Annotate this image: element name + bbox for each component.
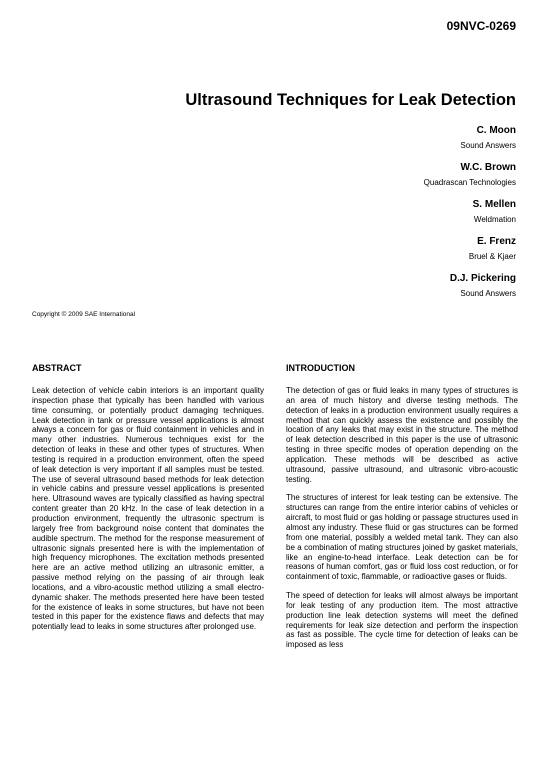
author-affiliation: Weldmation	[473, 215, 516, 224]
abstract-paragraph: Leak detection of vehicle cabin interiors is an important quality inspection phase that typically has been handled with various time consuming, or potentially product damaging techniques. Leak detection in tank or pressure vessel applications is almost always a concern for gas or fluid containment in vehicles and in many other industries. Numerous techniques exist for the detection of leaks in these and other types of structures. When testing is required in a production environment, often the speed of leak detection is very important if all samples must be tested. The use of several ultrasound based methods for leak detection in vehicle cabins and pressure vessel applications is presented here. Ultrasound waves are typically classified as having spectral content greater than 20 kHz. In the case of leak detection in a production environment, frequently the ultrasonic spectrum is largely free from background noise content that dominates the audible spectrum. The method for the response measurement of ultrasonic signals presented here is with the implementation of high frequency microphones. The excitation methods presented here are an active method utilizing an ultrasonic emitter, a passive method relying on the passing of air through leak locations, and a vibro-acoustic method utilizing a small electro-dynamic shaker. The methods presented here have been tested for the existence of leaks in some structures, but have not been tested in this paper for the existence flaws and defects that may potentially lead to leaks in some structures after prolonged use.	[32, 386, 264, 632]
author-name: S. Mellen	[472, 199, 516, 210]
author-block	[216, 124, 516, 151]
author-affiliation: Bruel & Kjaer	[468, 252, 516, 261]
introduction-paragraph: The structures of interest for leak testing can be extensive. The structures can range from the entire interior cabins of vehicles or aircraft, to most fluid or gas holding or passage structures used in almost any industry. These fluid or gas structures can be formed from one material, possibly a welded metal tank. They can also be a combination of mating structures joined by gasket materials, like an engine-to-head interface. Leak detection can be for reasons of human comfort, gas or fluid loss cost reduction, or for containment of toxic, flammable, or radioactive gases or fluids.	[286, 493, 518, 582]
author-name: W.C. Brown	[460, 162, 516, 173]
author-name: E. Frenz	[477, 236, 516, 247]
author-block	[216, 198, 516, 225]
author-name: C. Moon	[476, 125, 516, 136]
author-affiliation: Sound Answers	[460, 289, 516, 298]
author-list	[216, 124, 516, 309]
author-name: D.J. Pickering	[449, 273, 516, 284]
introduction-paragraph: The detection of gas or fluid leaks in many types of structures is an area of much history and diverse testing methods. The detection of leaks in a production environment usually requires a method that can quickly assess the existence and possibly the location of any leaks that may exist in the structure. The method of leak detection described in this paper is the use of ultrasonic testing in three specific modes of operation depending on the application. These methods will be described as active ultrasound, passive ultrasound, and ultrasonic vibro-acoustic testing.	[286, 386, 518, 484]
introduction-section	[286, 363, 518, 659]
author-block	[216, 161, 516, 188]
author-block	[216, 235, 516, 262]
paper-title: Ultrasound Techniques for Leak Detection	[185, 91, 516, 109]
paper-id: 09NVC-0269	[446, 19, 516, 33]
author-affiliation: Sound Answers	[460, 141, 516, 150]
section-heading-introduction: INTRODUCTION	[286, 363, 355, 373]
author-affiliation: Quadrascan Technologies	[423, 178, 516, 187]
section-heading-abstract: ABSTRACT	[32, 363, 82, 373]
introduction-paragraph: The speed of detection for leaks will almost always be important for leak testing of any production item. The most attractive production line leak detection systems will meet the defined requirements for leak size detection and perform the inspection as fast as possible. The cycle time for detection of leaks can be imposed as less	[286, 591, 518, 650]
abstract-section	[32, 363, 264, 641]
author-block	[216, 272, 516, 299]
copyright-notice: Copyright © 2009 SAE International	[32, 311, 136, 318]
